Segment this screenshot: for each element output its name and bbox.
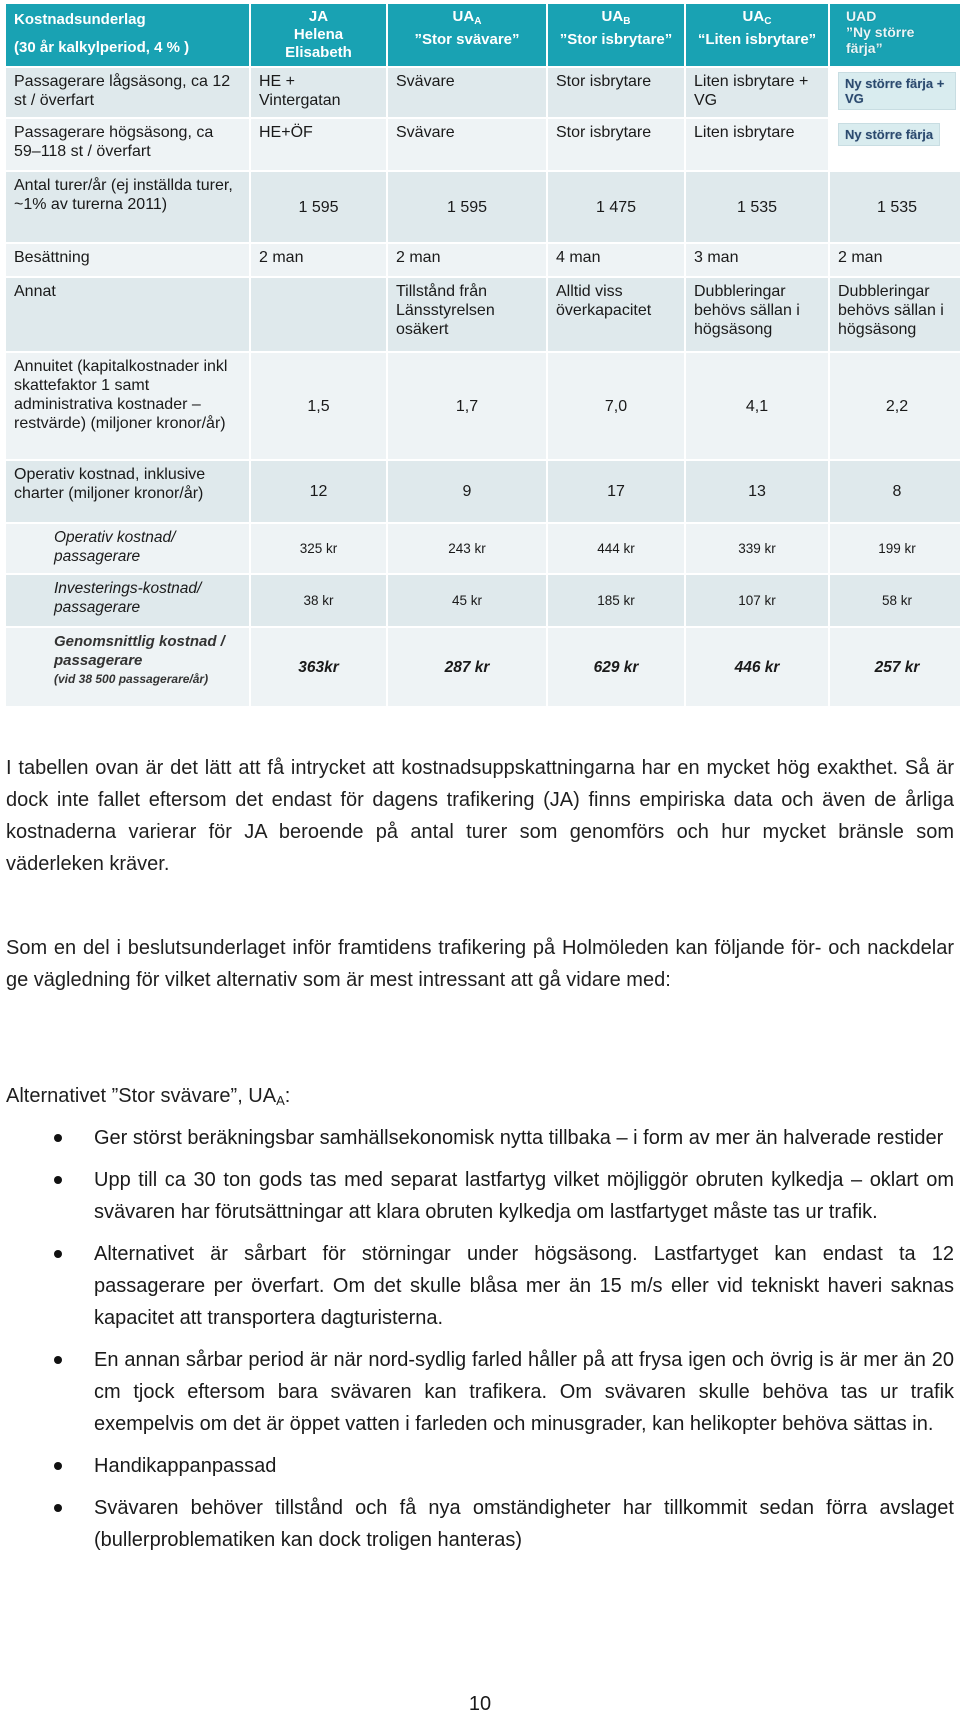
header-uab-sub: B (623, 16, 631, 27)
cell-uad-box: Ny större färja (838, 123, 940, 146)
header-uad (830, 4, 960, 66)
list-item-text: Svävaren behöver tillstånd och få nya omständigheter har tillkommit sedan förra avslaget (bullerproblematiken kan dock troligen hanteras) (94, 1497, 954, 1551)
header-uad-name: ”Ny större färja” (846, 24, 915, 56)
header-uaa-name: ”Stor svävare” (414, 31, 520, 48)
header-uaa (388, 4, 546, 66)
cell-uab: 7,0 (548, 353, 684, 459)
bullet-dot (54, 1250, 62, 1258)
cell-uad: 257 kr (830, 628, 960, 706)
alternative-heading-sub: A (276, 1093, 285, 1108)
alternative-heading-text: Alternativet ”Stor svävare”, UA (6, 1085, 277, 1107)
header-uac (686, 4, 828, 66)
row-label: Investerings-kostnad/ passagerare (6, 575, 249, 626)
cell-uad: Dubbleringar behövs sällan i högsäsong (830, 278, 960, 351)
cell-uaa: Svävare (388, 119, 546, 170)
cell-uad: 58 kr (830, 575, 960, 626)
cell-uac: Liten isbrytare + VG (686, 68, 828, 117)
row-label: Besättning (6, 244, 249, 276)
list-item-text: Upp till ca 30 ton gods tas med separat lastfartyg vilket möjliggör obruten kylkedja – oklart om svävaren har förutsättningar att klara obruten kylkedja om lastfartyget måste tas ur trafik. (94, 1169, 954, 1223)
bullet-dot (54, 1176, 62, 1184)
cell-uaa: 243 kr (388, 524, 546, 573)
header-uaa-sub: A (474, 16, 482, 27)
cell-uad: 8 (830, 461, 960, 522)
cell-ja: HE+ÖF (251, 119, 386, 170)
cell-uac: 1 535 (686, 172, 828, 242)
header-uac-sub: C (764, 16, 772, 27)
cell-uad (830, 68, 960, 117)
cell-uac: 107 kr (686, 575, 828, 626)
cell-uac: Liten isbrytare (686, 119, 828, 170)
list-item-text: Ger störst beräkningsbar samhällsekonomisk nytta tillbaka – i form av mer än halverade restider (94, 1127, 944, 1149)
cell-uaa: 1,7 (388, 353, 546, 459)
cell-uab: Stor isbrytare (548, 119, 684, 170)
row-label: Passagerare lågsäsong, ca 12 st / överfart (6, 68, 249, 117)
header-cost-basis (6, 4, 249, 66)
cell-uab: Stor isbrytare (548, 68, 684, 117)
cell-ja: 325 kr (251, 524, 386, 573)
paragraph-1: I tabellen ovan är det lätt att få intrycket att kostnadsuppskattningarna har en mycket hög exakthet. Så är dock inte fallet eftersom det endast för dagens trafikering (JA) finns empiriska data och även de årliga kostnaderna varierar för JA beroende på antal turer som genomförs och hur mycket bränsle som väderleken kräver. (6, 757, 954, 875)
page-number: 10 (468, 1693, 492, 1715)
bullet-dot (54, 1462, 62, 1470)
header-title: Kostnadsunderlag (14, 11, 146, 28)
cell-uab: 185 kr (548, 575, 684, 626)
cell-uaa: Svävare (388, 68, 546, 117)
header-uac-name: “Liten isbrytare” (697, 31, 817, 48)
bullet-dot (54, 1504, 62, 1512)
cell-uac: Dubbleringar behövs sällan i högsäsong (686, 278, 828, 351)
cell-uaa: 287 kr (388, 628, 546, 706)
row-label: Antal turer/år (ej inställda turer, ~1% av turerna 2011) (6, 172, 249, 242)
header-uab (548, 4, 684, 66)
cell-uac: 339 kr (686, 524, 828, 573)
cell-uac: 3 man (686, 244, 828, 276)
cell-ja: 1 595 (251, 172, 386, 242)
header-uab-code: UA (601, 8, 624, 25)
cell-uab: 17 (548, 461, 684, 522)
header-uab-name: ”Stor isbrytare” (559, 31, 673, 48)
bullet-dot (54, 1134, 62, 1142)
header-uad-code: UAD (846, 8, 877, 24)
cell-ja: 12 (251, 461, 386, 522)
cell-uad (830, 119, 960, 170)
header-subtitle: (30 år kalkylperiod, 4 % ) (14, 39, 190, 56)
cell-ja: 363kr (251, 628, 386, 706)
row-label: Annat (6, 278, 249, 351)
cell-uad: 199 kr (830, 524, 960, 573)
cell-uad: 2 man (830, 244, 960, 276)
list-item (6, 1122, 954, 1154)
cell-ja: 1,5 (251, 353, 386, 459)
list-item-text: Handikappanpassad (94, 1455, 277, 1477)
cell-uab: 4 man (548, 244, 684, 276)
cell-uaa: 9 (388, 461, 546, 522)
alternative-heading-suffix: : (284, 1085, 291, 1107)
row-label: Operativ kostnad/ passagerare (6, 524, 249, 573)
cell-uaa: 45 kr (388, 575, 546, 626)
row-label-note: (vid 38 500 passagerare/år) (54, 672, 209, 686)
cell-uac: 13 (686, 461, 828, 522)
cell-ja (251, 278, 386, 351)
row-label: Passagerare högsäsong, ca 59–118 st / överfart (6, 119, 249, 170)
cell-uab: Alltid viss överkapacitet (548, 278, 684, 351)
paragraph-2: Som en del i beslutsunderlaget inför framtidens trafikering på Holmöleden kan följande för- och nackdelar ge vägledning för vilket alternativ som är mest intressant att gå vidare med: (6, 937, 954, 991)
cell-uac: 446 kr (686, 628, 828, 706)
cell-uaa: 2 man (388, 244, 546, 276)
cell-uaa: 1 595 (388, 172, 546, 242)
header-ja (251, 4, 386, 66)
header-ja-code: JA (308, 8, 329, 25)
row-label-text: Genomsnittlig kostnad / passagerare (54, 633, 225, 669)
cell-uad: 2,2 (830, 353, 960, 459)
header-uac-code: UA (742, 8, 765, 25)
cell-uaa: Tillstånd från Länsstyrelsen osäkert (388, 278, 546, 351)
cell-uab: 1 475 (548, 172, 684, 242)
list-item (6, 1164, 954, 1228)
list-item (6, 1238, 954, 1334)
cost-table (6, 4, 954, 716)
bullet-list (6, 1122, 954, 1566)
alternative-heading (6, 1080, 954, 1117)
row-label: Operativ kostnad, inklusive charter (miljoner kronor/år) (6, 461, 249, 522)
list-item (6, 1344, 954, 1440)
cell-ja: HE + Vintergatan (251, 68, 386, 117)
list-item-text: Alternativet är sårbart för störningar under högsäsong. Lastfartyget kan endast ta 12 passagerare per överfart. Om det skulle blåsa mer än 15 m/s eller vid tekniskt haveri saknas kapacitet att transportera dagturisterna. (94, 1243, 954, 1329)
cell-uad: 1 535 (830, 172, 960, 242)
row-label: Annuitet (kapitalkostnader inkl skattefaktor 1 samt administrativa kostnader – restvärde) (miljoner kronor/år) (6, 353, 249, 459)
cell-uab: 629 kr (548, 628, 684, 706)
list-item (6, 1450, 954, 1482)
cell-uab: 444 kr (548, 524, 684, 573)
row-label (6, 628, 249, 706)
bullet-dot (54, 1356, 62, 1364)
header-uaa-code: UA (452, 8, 475, 25)
list-item (6, 1492, 954, 1556)
cell-uad-box: Ny större färja + VG (838, 72, 956, 110)
header-ja-name: Helena Elisabeth (285, 26, 352, 61)
list-item-text: En annan sårbar period är när nord-sydlig farled håller på att frysa igen och övrig is är mer än 20 cm tjock eftersom bara svävaren kan trafikera. Om svävaren skulle behöva tas ur trafik exempelvis om det är öppet vatten i farleden och minusgrader, kan helikopter behöva sättas in. (94, 1349, 954, 1435)
cell-ja: 38 kr (251, 575, 386, 626)
cell-uac: 4,1 (686, 353, 828, 459)
cell-ja: 2 man (251, 244, 386, 276)
